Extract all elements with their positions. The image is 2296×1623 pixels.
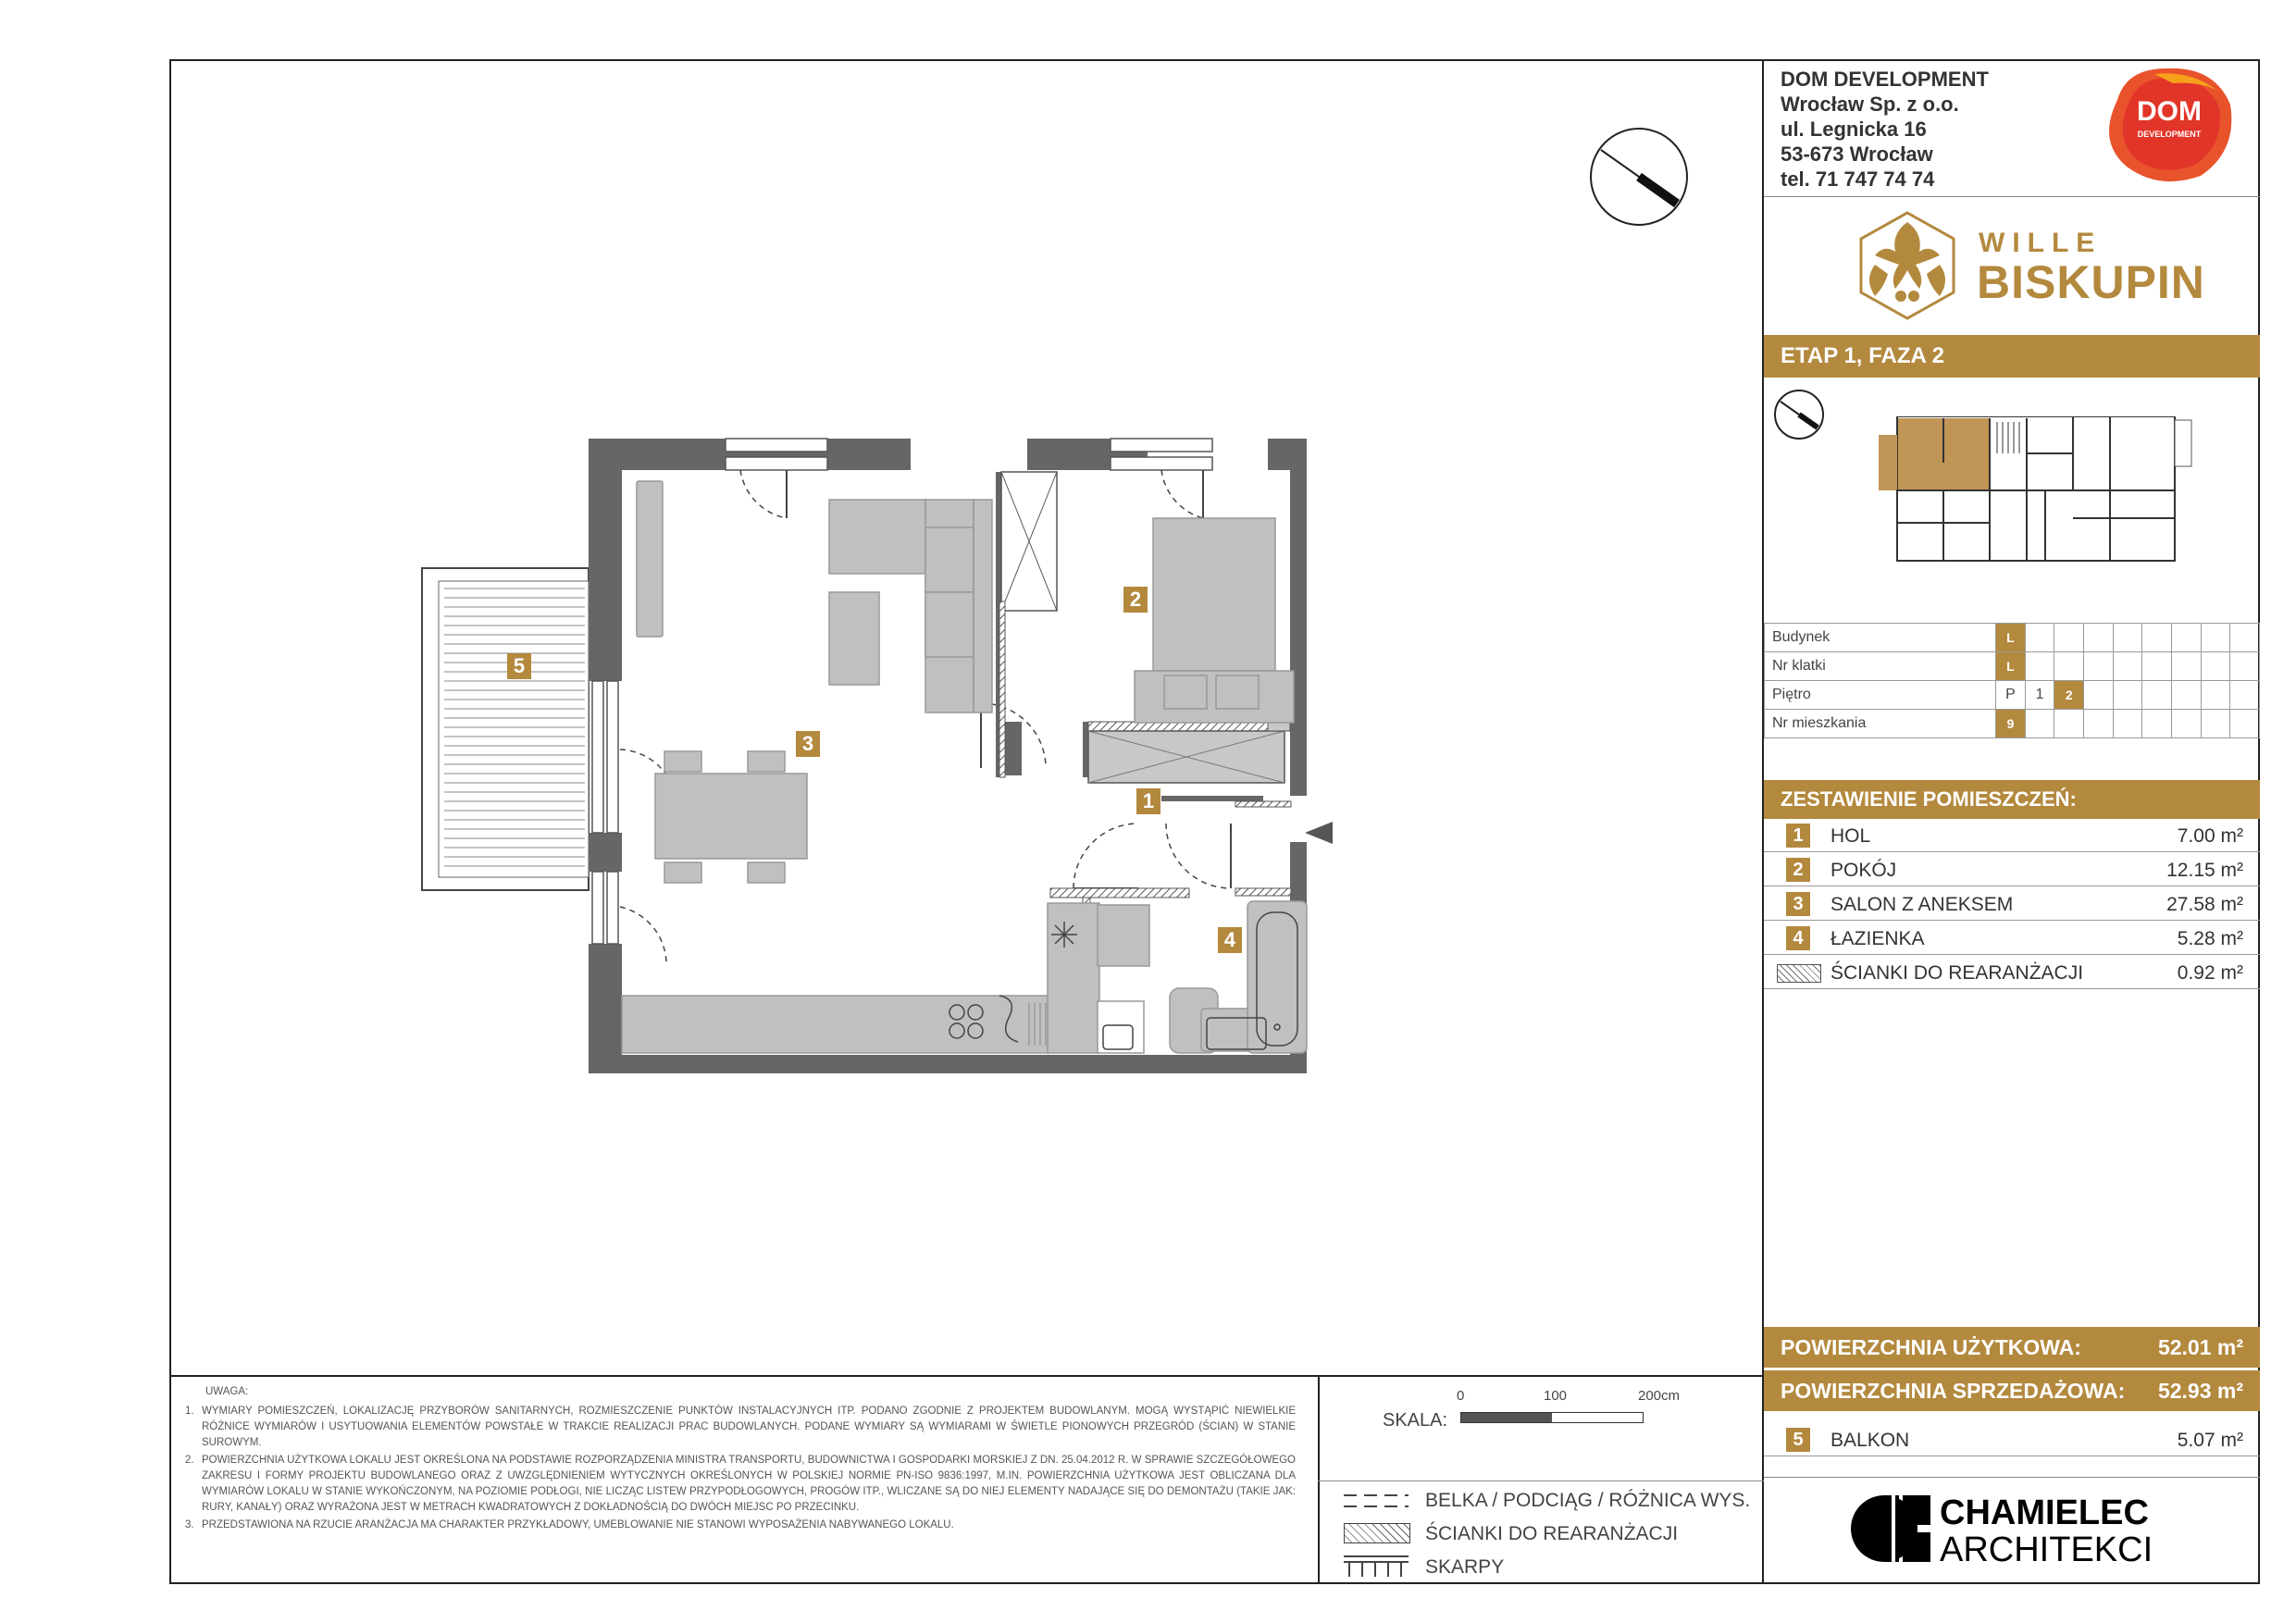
room-label-3: 3: [796, 731, 820, 757]
project-name-big: BISKUPIN: [1977, 256, 2205, 308]
scale-bar: [1460, 1412, 1644, 1423]
info-cell: [2171, 624, 2201, 652]
info-cell: [2054, 652, 2084, 681]
sale-area-value: 52.93 m²: [2157, 1379, 2243, 1403]
info-row: [1765, 710, 2260, 738]
room-area: 12.15 m²: [2166, 860, 2243, 881]
legend-text: BELKA / PODCIĄG / RÓŻNICA WYS.: [1425, 1490, 1751, 1511]
sale-area-label: POWIERZCHNIA SPRZEDAŻOWA:: [1781, 1379, 2126, 1403]
company-line: Wrocław Sp. z o.o.: [1781, 93, 1959, 116]
note-item: [185, 1404, 1296, 1451]
note-number: 3.: [185, 1519, 194, 1530]
room-name: BALKON: [1831, 1430, 1910, 1451]
info-cell: [2113, 652, 2142, 681]
logo-text-development: DEVELOPMENT: [2137, 130, 2202, 139]
info-label: Nr klatki: [1765, 652, 1996, 681]
info-cell: 2: [2054, 681, 2084, 710]
room-label-2: 2: [1123, 587, 1148, 613]
room-name: ŚCIANKI DO REARANŻACJI: [1831, 962, 2084, 984]
architect-name-2: ARCHITEKCI: [1940, 1530, 2153, 1569]
legend-text: ŚCIANKI DO REARANŻACJI: [1425, 1523, 1679, 1544]
note-text: WYMIARY POMIESZCZEŃ, LOKALIZACJĘ PRZYBORÓW SANITARNYCH, ROZMIESZCZENIE PUNKTÓW INSTALACYJNYCH ITP. PODANO ZGODNIE Z PROJEKTEM BUDOWLANYM. MOGĄ WYSTĄPIĆ NIEWIELKIE RÓŻNICE WYMIARÓW I USYTUOWANIA ELEMENTÓW POWSTAŁE W TRAKCIE REALIZACJI PRAC BUDOWLANYCH. PODANE WYMIARY SĄ WYMIARAMI W ŚWIETLE PIONOWYCH PRZEGRÓD (ŚCIAN) W STANIE SUROWYM.: [202, 1406, 1296, 1448]
company-line: ul. Legnicka 16: [1781, 118, 1927, 141]
note-text: PRZEDSTAWIONA NA RZUCIE ARANŻACJA MA CHARAKTER PRZYKŁADOWY, UMEBLOWANIE NIE STANOWI WYPOSAŻENIA NABYWANEGO LOKALU.: [202, 1519, 954, 1530]
info-cell: [2142, 710, 2172, 738]
info-cell: [2054, 624, 2084, 652]
room-name: SALON Z ANEKSEM: [1831, 894, 2014, 915]
info-cell: L: [1996, 652, 2026, 681]
info-cell: [2113, 624, 2142, 652]
legend-text: SKARPY: [1425, 1556, 1505, 1578]
room-label-1: 1: [1136, 788, 1160, 814]
oak-leaf-icon: [1847, 200, 1967, 329]
info-cell: [2171, 710, 2201, 738]
room-area: 0.92 m²: [2177, 962, 2243, 984]
footer-divider-1: [1318, 1375, 1320, 1584]
info-cell: [2230, 624, 2260, 652]
room-row: [1764, 887, 2260, 921]
room-number-badge: 1: [1786, 824, 1810, 848]
info-cell: [2230, 710, 2260, 738]
note-text: POWIERZCHNIA UŻYTKOWA LOKALU JEST OKREŚLONA NA PODSTAWIE ROZPORZĄDZENIA MINISTRA TRANSPORTU, BUDOWNICTWA I GOSPODARKI MORSKIEJ Z DN. 25.04.2012 R. W SPRAWIE SZCZEGÓŁOWEGO ZAKRESU I FORMY PROJEKTU BUDOWLANEGO ORAZ Z UWZGLĘDNIENIEM WYTYCZNYCH OKREŚLONYCH W POLSKIEJ NORMIE PN-ISO 9836:1997, M.IN. POWIERZCHNIA UŻYTKOWA JEST OBLICZANA DLA WYMIARÓW LOKALU W STANIE WYKOŃCZONYM, NA POZIOMIE PODŁOGI, NIE LICZĄC LISTEW PRZYPODŁOGOWYCH, PROGÓW ITP., WLICZANE SĄ DO NIEJ ELEMENTY NADAJĄCE SIĘ DO DEMONTAŻU (TAKIE JAK: RURY, KANAŁY) ORAZ WYRAŻONA JEST W METRACH KWADRATOWYCH Z DOKŁADNOŚCIĄ DO DWÓCH MIEJSC PO PRZECINKU.: [202, 1455, 1296, 1513]
balcony-row: [1764, 1423, 2260, 1456]
project-name-small: WILLE: [1979, 228, 2103, 258]
info-cell: [2142, 624, 2172, 652]
info-cell: [2171, 681, 2201, 710]
info-cell: [2142, 681, 2172, 710]
info-row: [1765, 652, 2260, 681]
note-item: [185, 1518, 1296, 1533]
building-key-plan: [1879, 416, 2193, 564]
info-cell: 9: [1996, 710, 2026, 738]
logo-text-dom: DOM: [2137, 96, 2202, 127]
info-cell: [2084, 624, 2114, 652]
info-cell: [2230, 652, 2260, 681]
company-address: [1781, 67, 1989, 192]
compass-small: [1773, 389, 1825, 440]
info-cell: P: [1996, 681, 2026, 710]
apartment-info-table: [1764, 623, 2260, 738]
room-area: 5.28 m²: [2177, 928, 2243, 949]
info-label: Nr mieszkania: [1765, 710, 1996, 738]
room-area: 5.07 m²: [2177, 1430, 2243, 1451]
wille-biskupin-logo: [1847, 200, 2205, 329]
floor-plan: [407, 426, 1462, 1073]
info-cell: [2201, 681, 2230, 710]
sale-area-row: [1764, 1370, 2260, 1411]
info-cell: [2171, 652, 2201, 681]
info-cell: [2201, 710, 2230, 738]
info-cell: [2025, 624, 2054, 652]
info-cell: [2054, 710, 2084, 738]
info-cell: [2025, 652, 2054, 681]
hatch-icon: [1777, 964, 1821, 983]
info-cell: 1: [2025, 681, 2054, 710]
info-cell: [2230, 681, 2260, 710]
usable-area-row: [1764, 1327, 2260, 1368]
chamielec-logo: [1851, 1492, 2240, 1575]
notes-title: UWAGA:: [205, 1386, 249, 1397]
scale-tick-100: 100: [1544, 1388, 1568, 1404]
stage-banner: ETAP 1, FAZA 2: [1764, 335, 2260, 378]
scale-tick-200: 200cm: [1638, 1388, 1681, 1404]
usable-area-label: POWIERZCHNIA UŻYTKOWA:: [1781, 1335, 2081, 1359]
company-line: DOM DEVELOPMENT: [1781, 68, 1989, 91]
info-cell: [2142, 652, 2172, 681]
architect-mark-icon: [1851, 1492, 1930, 1566]
company-line: tel. 71 747 74 74: [1781, 167, 1935, 191]
footer-top-line: [169, 1375, 1764, 1377]
architect-name-1: CHAMIELEC: [1940, 1493, 2149, 1532]
room-name: HOL: [1831, 825, 1871, 847]
info-label: Piętro: [1765, 681, 1996, 710]
legend-dashed-line-icon: [1344, 1492, 1409, 1510]
info-cell: [2113, 681, 2142, 710]
architect-divider: [1764, 1477, 2260, 1478]
room-name: ŁAZIENKA: [1831, 928, 1925, 949]
room-row: [1764, 819, 2260, 852]
room-area: 27.58 m²: [2166, 894, 2243, 915]
scianki-row: [1764, 956, 2260, 989]
usable-area-value: 52.01 m²: [2157, 1335, 2243, 1359]
legend-skarpy-icon: [1344, 1555, 1409, 1577]
note-number: 1.: [185, 1406, 194, 1417]
room-number-badge: 2: [1786, 858, 1810, 882]
info-cell: [2025, 710, 2054, 738]
header-divider: [1764, 196, 2260, 197]
info-cell: [2201, 652, 2230, 681]
note-item: [185, 1453, 1296, 1516]
room-row: [1764, 922, 2260, 955]
info-row: [1765, 681, 2260, 710]
info-cell: [2084, 710, 2114, 738]
company-line: 53-673 Wrocław: [1781, 142, 1933, 166]
room-name: POKÓJ: [1831, 860, 1897, 881]
note-number: 2.: [185, 1455, 194, 1466]
info-cell: [2201, 624, 2230, 652]
info-label: Budynek: [1765, 624, 1996, 652]
info-cell: [2084, 681, 2114, 710]
room-number-badge: 5: [1786, 1428, 1810, 1452]
info-cell: L: [1996, 624, 2026, 652]
dom-development-logo: [2099, 63, 2238, 185]
room-label-5: 5: [507, 653, 531, 679]
scale-label: SKALA:: [1383, 1410, 1448, 1431]
info-cell: [2084, 652, 2114, 681]
room-area: 7.00 m²: [2177, 825, 2243, 847]
legend-hatch-icon: [1344, 1523, 1410, 1543]
compass-icon: [1588, 126, 1690, 228]
balcony-area: [422, 568, 589, 890]
scale-tick-0: 0: [1457, 1388, 1465, 1404]
rooms-summary-header: ZESTAWIENIE POMIESZCZEŃ:: [1764, 780, 2260, 819]
room-number-badge: 3: [1786, 892, 1810, 916]
info-row: [1765, 624, 2260, 652]
room-number-badge: 4: [1786, 926, 1810, 950]
room-row: [1764, 853, 2260, 886]
room-label-4: 4: [1218, 927, 1242, 953]
notes-block: [185, 1384, 1296, 1535]
info-cell: [2113, 710, 2142, 738]
